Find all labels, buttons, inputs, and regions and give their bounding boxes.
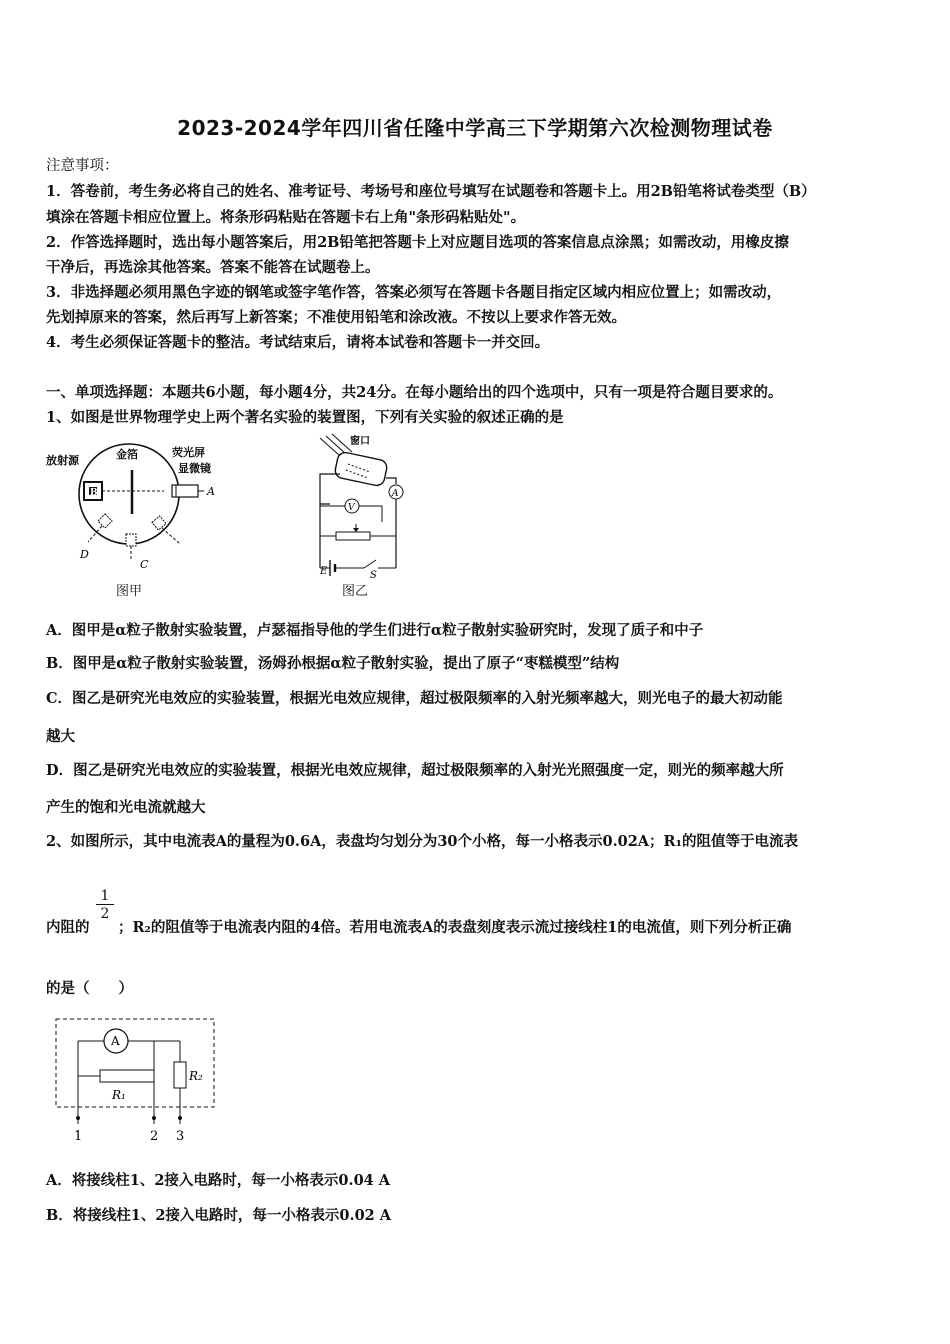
notice-heading: 注意事项：	[46, 158, 119, 174]
label-terminal-3: 3	[176, 1129, 185, 1144]
label-terminal-1: 1	[74, 1129, 83, 1144]
q1-option-b: B．图甲是α粒子散射实验装置，汤姆孙根据α粒子散射实验，提出了原子“枣糕模型”结构	[46, 655, 620, 672]
label-r1: R₁	[112, 1088, 126, 1102]
label-e: E	[320, 566, 328, 577]
figure-photoelectric	[300, 432, 420, 578]
notice-line: 1．答卷前，考生务必将自己的姓名、准考证号、考场号和座位号填写在试题卷和答题卡上。用2B铅笔将试卷类型（B）	[46, 183, 816, 200]
q1-option-c: C．图乙是研究光电效应的实验装置，根据光电效应规律，超过极限频率的入射光频率越大，则光电子的最大初动能	[46, 690, 783, 707]
notice-line: 填涂在答题卡相应位置上。将条形码粘贴在答题卡右上角"条形码粘贴处"。	[46, 209, 526, 226]
section-heading: 一、单项选择题：本题共6小题，每小题4分，共24分。在每小题给出的四个选项中，只有一项是符合题目要求的。	[46, 384, 783, 401]
label-window: 窗口	[350, 436, 370, 447]
label-screen: 荧光屏	[172, 446, 205, 459]
label-voltmeter: V	[348, 503, 355, 513]
notice-line: 2．作答选择题时，选出每小题答案后，用2B铅笔把答题卡上对应题目选项的答案信息点涂黑；如需改动，用橡皮擦	[46, 234, 789, 251]
page-title: 2023-2024学年四川省任隆中学高三下学期第六次检测物理试卷	[177, 116, 773, 140]
figure-alpha-scattering	[44, 436, 244, 576]
label-ammeter-a: A	[111, 1034, 120, 1048]
fraction-one-half: $\frac{1}{2}$	[96, 888, 114, 923]
q1-option-d: D．图乙是研究光电效应的实验装置，根据光电效应规律，超过极限频率的入射光光照强度一定，则光的频率越大所	[46, 762, 784, 779]
caption-figure-a: 图甲	[116, 584, 143, 599]
label-ammeter: A	[392, 489, 399, 499]
caption-figure-b: 图乙	[342, 584, 369, 599]
notice-line: 3．非选择题必须用黑色字迹的钢笔或签字笔作答，答案必须写在答题卡各题目指定区域内相应位置上；如需改动，	[46, 284, 782, 301]
label-source: 放射源	[46, 454, 79, 467]
notice-line: 先划掉原来的答案，然后再写上新答案；不准使用铅笔和涂改液。不按以上要求作答无效。	[46, 309, 626, 326]
notice-line: 干净后，再选涂其他答案。答案不能答在试题卷上。	[46, 259, 380, 276]
label-d: D	[80, 548, 89, 561]
question-2-stem-cont: ；R₂的阻值等于电流表内阻的4倍。若用电流表A的表盘刻度表示流过接线柱1的电流值，则下列分析正确	[118, 919, 792, 936]
label-terminal-2: 2	[150, 1129, 159, 1144]
q1-option-d-cont: 产生的饱和光电流就越大	[46, 799, 206, 816]
label-b: B	[90, 488, 98, 498]
label-a: A	[207, 485, 215, 498]
question-2-stem-end: 的是（ ）	[46, 980, 133, 997]
label-microscope: 显微镜	[178, 462, 211, 475]
figure-ammeter-circuit	[50, 1014, 220, 1146]
label-r2: R₂	[189, 1069, 203, 1083]
question-2-stem: 2、如图所示，其中电流表A的量程为0.6A，表盘均匀划分为30个小格，每一小格表示0.02A；R₁的阻值等于电流表	[46, 833, 798, 850]
label-s: S	[370, 570, 377, 578]
question-1-stem: 1、如图是世界物理学史上两个著名实验的装置图，下列有关实验的叙述正确的是	[46, 409, 564, 426]
q1-option-c-cont: 越大	[46, 728, 75, 745]
q2-option-a: A．将接线柱1、2接入电路时，每一小格表示0.04 A	[46, 1172, 391, 1189]
question-2-prefix: 内阻的	[46, 919, 90, 936]
q2-option-b: B．将接线柱1、2接入电路时，每一小格表示0.02 A	[46, 1207, 392, 1224]
q1-option-a: A．图甲是α粒子散射实验装置，卢瑟福指导他的学生们进行α粒子散射实验研究时，发现了质子和中子	[46, 622, 704, 639]
label-c: C	[140, 558, 149, 571]
notice-line: 4．考生必须保证答题卡的整洁。考试结束后，请将本试卷和答题卡一并交回。	[46, 334, 550, 351]
label-foil: 金箔	[116, 448, 138, 461]
